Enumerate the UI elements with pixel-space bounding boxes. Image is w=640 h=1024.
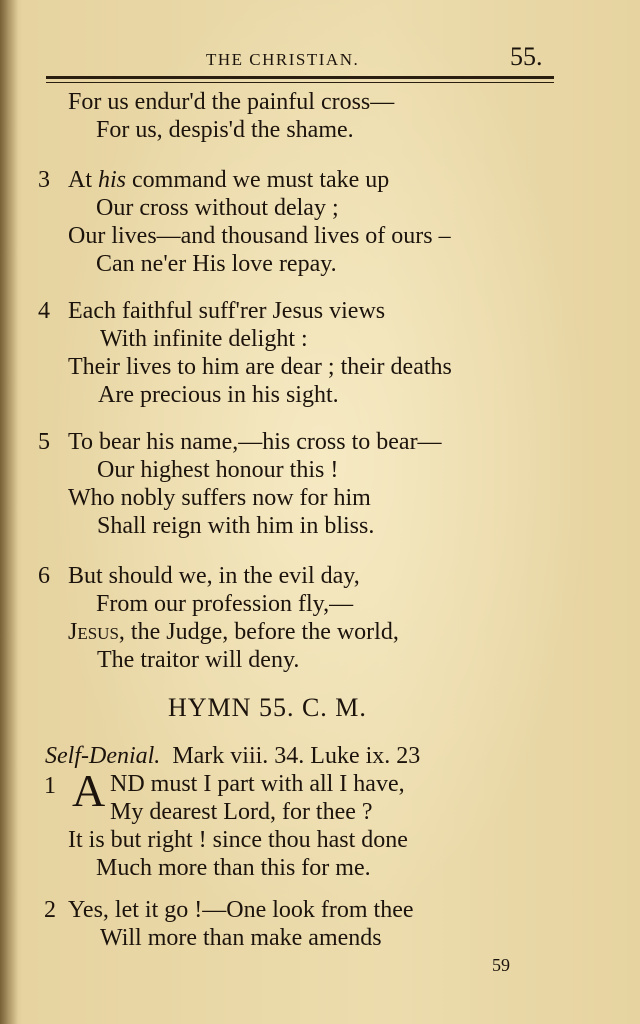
verse-line: It is but right ! since thou hast done [68,827,408,853]
verse-line: Are precious in his sight. [98,382,339,408]
verse-line: Yes, let it go !—One look from thee [68,897,414,923]
verse-line: Who nobly suffers now for him [68,485,371,511]
hymn-heading: HYMN 55. C. M. [168,693,367,722]
verse-line: With infinite delight : [100,326,308,352]
verse-line: Shall reign with him in bliss. [97,513,375,539]
drop-cap: A [72,765,106,816]
verse-line: Our lives—and thousand lives of ours – [68,223,451,249]
verse-line: For us, despis'd the shame. [96,117,354,143]
verse-line: Jesus, the Judge, before the world, [68,619,399,645]
verse-line: Our cross without delay ; [96,195,339,221]
verse-line: Each faithful suff'rer Jesus views [68,298,386,324]
verse-line: For us endur'd the painful cross— [68,89,395,115]
header-rule-thin [46,82,554,83]
header-rule [46,76,554,79]
verse-line: But should we, in the evil day, [68,563,360,589]
stanza-number: 6 [38,563,50,589]
stanza-number: 3 [38,167,50,193]
stanza-number: 1 [44,773,56,799]
verse-line: Much more than this for me. [96,855,371,881]
stanza-number: 4 [38,298,50,324]
running-title: THE CHRISTIAN. [206,50,360,69]
subject-title: Self-Denial. [45,743,161,769]
stanza-number: 2 [44,897,56,923]
binding-shadow [0,0,18,1024]
verse-line: Can ne'er His love repay. [96,251,337,277]
printer-signature: 59 [492,955,510,975]
verse-line: Their lives to him are dear ; their deaths [68,354,452,380]
verse-line: To bear his name,—his cross to bear— [68,429,442,455]
verse-line: ND must I part with all I have, [110,771,405,797]
verse-line: The traitor will deny. [97,647,300,673]
verse-line: At his command we must take up [68,167,390,193]
stanza-number: 5 [38,429,50,455]
verse-line: Will more than make amends [100,925,382,951]
page-number: 55. [510,42,543,71]
verse-line: My dearest Lord, for thee ? [110,799,373,825]
verse-line: Our highest honour this ! [97,457,339,483]
scripture-refs: Mark viii. 34. Luke ix. 23 [172,743,421,769]
verse-line: From our profession fly,— [96,591,354,617]
